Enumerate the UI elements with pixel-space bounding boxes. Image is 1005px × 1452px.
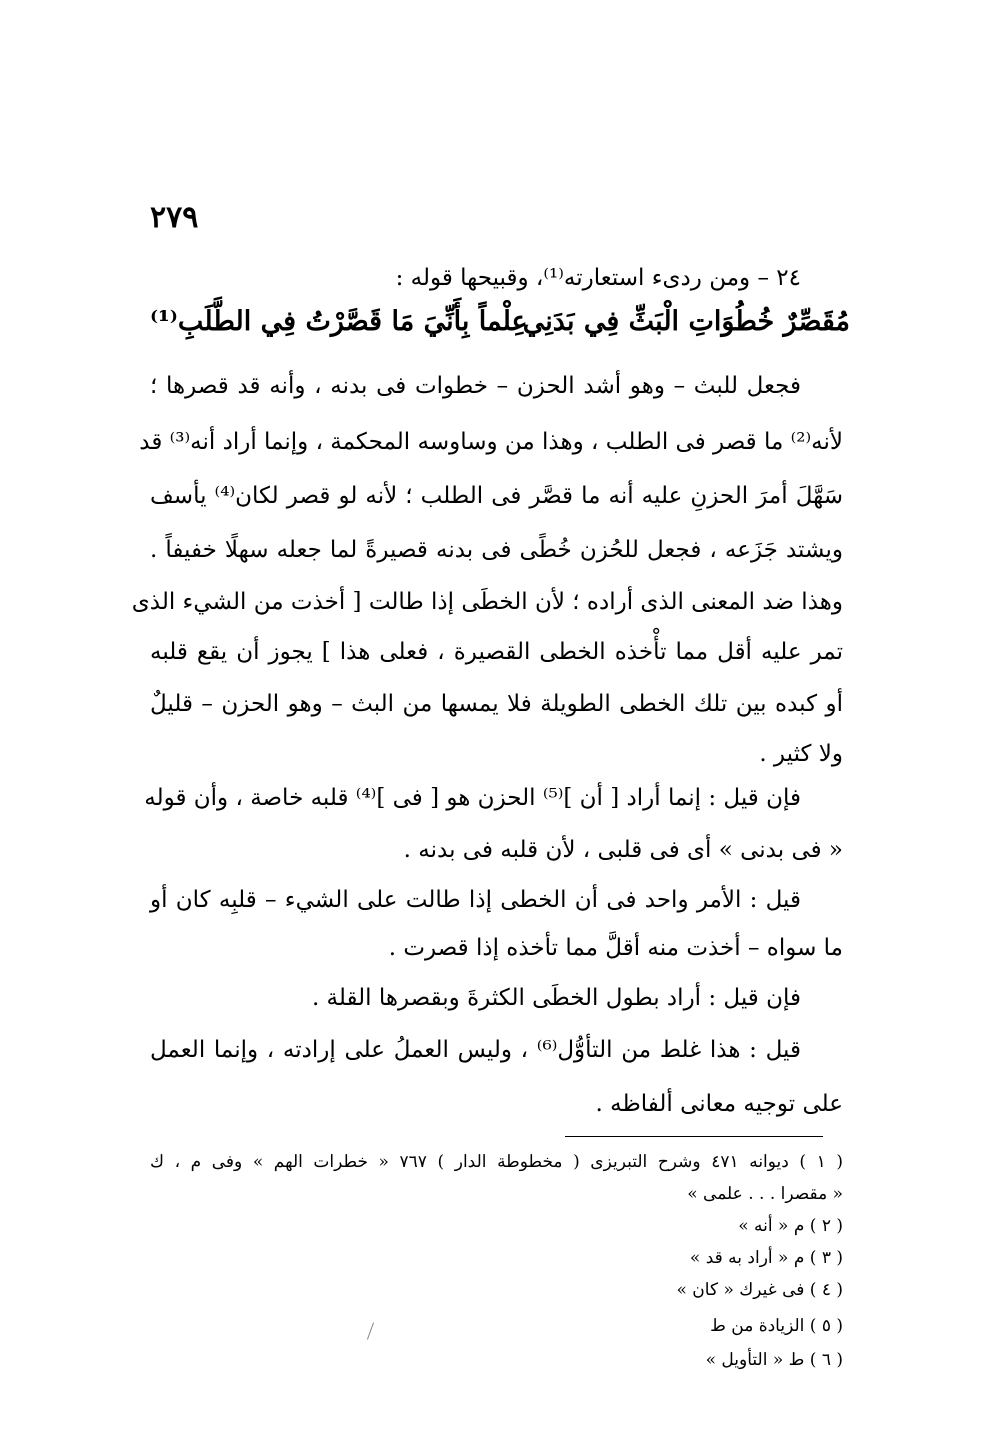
body-line: سَهَّلَ أمرَ الحزنِ عليه أنه ما قصَّر فى الطلب ؛ لأنه لو قصر لكان⁽⁴⁾ يأسف <box>150 483 843 509</box>
body-line: فجعل للبث – وهو أشد الحزن – خطوات فى بدنه ، وأنه قد قصرها ؛ <box>150 373 801 399</box>
body-line: أو كبده بين تلك الخطى الطويلة فلا يمسها من البث – وهو الحزن – قليلٌ <box>150 691 843 717</box>
body-line: تمر عليه أقل مما تأْخذه الخطى القصيرة ، فعلى هذا ] يجوز أن يقع قلبه <box>150 639 843 665</box>
footnote: ( ٣ ) م « أراد به قد » <box>689 1248 843 1268</box>
body-line: فإن قيل : إنما أراد [ أن ]⁽⁵⁾ الحزن هو [ فى ]⁽⁴⁾ قلبه خاصة ، وأن قوله <box>144 785 801 811</box>
footnote: ( ٦ ) ط « التأويل » <box>705 1350 843 1370</box>
body-line: « فى بدنى » أى فى قلبى ، لأن قلبه فى بدنه . <box>403 837 843 863</box>
footnote: ( ٤ ) فى غيرك « كان » <box>676 1280 843 1300</box>
body-line: على توجيه معانى ألفاظه . <box>595 1091 843 1117</box>
body-line: لأنه⁽²⁾ ما قصر فى الطلب ، وهذا من وساوسه المحكمة ، وإنما أراد أنه⁽³⁾ قد <box>139 429 843 455</box>
section-heading: ٢٤ – ومن ردىء استعارته⁽¹⁾، وقبيحها قوله : <box>395 265 801 291</box>
verse-left-hemistich: عِلْماً بِأَنِّيَ مَا قَصَّرْتُ فِي الطَّلَبِ⁽¹⁾ <box>150 306 528 337</box>
page-number: ٢٧٩ <box>150 200 199 235</box>
body-line: قيل : هذا غلط من التأوُّل⁽⁶⁾ ، وليس العملُ على إرادته ، وإنما العمل <box>150 1037 801 1063</box>
body-line: ولا كثير . <box>759 741 843 767</box>
body-line: فإن قيل : أراد بطول الخطَى الكثرةَ وبقصرها القلة . <box>311 985 801 1011</box>
footnote: « مقصرا . . . علمى » <box>687 1184 843 1204</box>
verse-right-hemistich: مُقَصِّرٌ خُطُوَاتِ الْبَثِّ فِي بَدَنِي <box>522 306 850 337</box>
body-line: ويشتد جَزَعه ، فجعل للحُزن خُطًى فى بدنه قصيرةً لما جعله سهلًا خفيفاً . <box>150 537 843 563</box>
footnote-divider <box>565 1136 823 1137</box>
footnote: ( ٢ ) م « أنه » <box>738 1216 843 1236</box>
footnote: ( ١ ) ديوانه ٤٧١ وشرح التبريزى ( مخطوطة الدار ) ٧٦٧ « خطرات الهم » وفى م ، ك <box>150 1152 843 1172</box>
scan-mark <box>367 1322 374 1339</box>
body-line: وهذا ضد المعنى الذى أراده ؛ لأن الخطَى إذا طالت [ أخذت من الشيء الذى <box>131 589 843 615</box>
body-line: قيل : الأمر واحد فى أن الخطى إذا طالت على الشيء – قلبِه كان أو <box>150 887 801 913</box>
verse <box>150 298 850 358</box>
body-line: ما سواه – أخذت منه أقلَّ مما تأخذه إذا قصرت . <box>388 935 843 961</box>
footnote: ( ٥ ) الزيادة من ط <box>710 1316 843 1336</box>
